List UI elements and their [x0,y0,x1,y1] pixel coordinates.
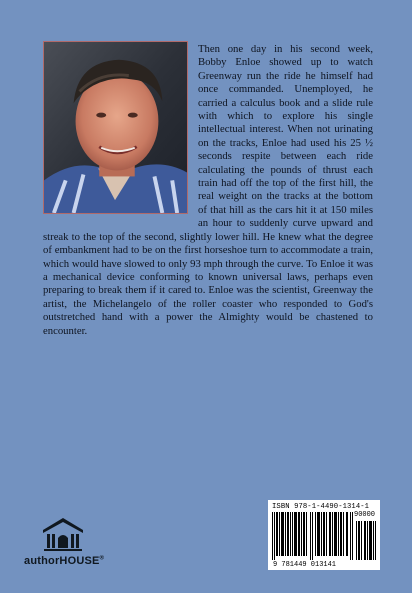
barcode-addon-bars [356,521,376,560]
blurb-paragraph [43,43,373,338]
isbn-barcode [268,500,380,570]
blurb-text: Then one day in his second week, Bobby Enloe showed up to watch Greenway run the ride he himself had once commanded. Unemployed, he carried a calculus book and a slide rule with which to explore his single intellectual interest. When not urinating on the tracks, Enloe had used his 25 ½ seconds respite between each ride calculating the pounds of thrust each train had off the top of the first hill, the real weight on the tracks at the bottom of that hill as the cars hit it at 150 miles an hour to suddenly curve upward and streak to the top of the second, slightly lower hill. He knew what the degree of embankment had to be on the first horseshoe turn to accommodate a train, which would have slowed to only 93 mph through the curve. To Enloe it was a mechanical device conforming to known universal laws, perhaps even preparing to break them if it cared to. Enloe was the scientist, Greenway the artist, the Michelangelo of the roller coaster who responded to God's outstretched hand with a power the Almighty would be chastened to encounter. [43,43,373,337]
house-book-icon [40,516,86,552]
isbn-number: ISBN 978-1-4490-1314-1 [272,503,370,511]
publisher-name: authorHOUSE® [24,555,105,567]
photo-spacer [43,43,198,228]
publisher-logo [24,516,124,578]
barcode-addon-number: 90000 [354,511,376,519]
barcode-digits: 9 781449 013141 [273,561,337,569]
barcode-bars [272,512,354,560]
